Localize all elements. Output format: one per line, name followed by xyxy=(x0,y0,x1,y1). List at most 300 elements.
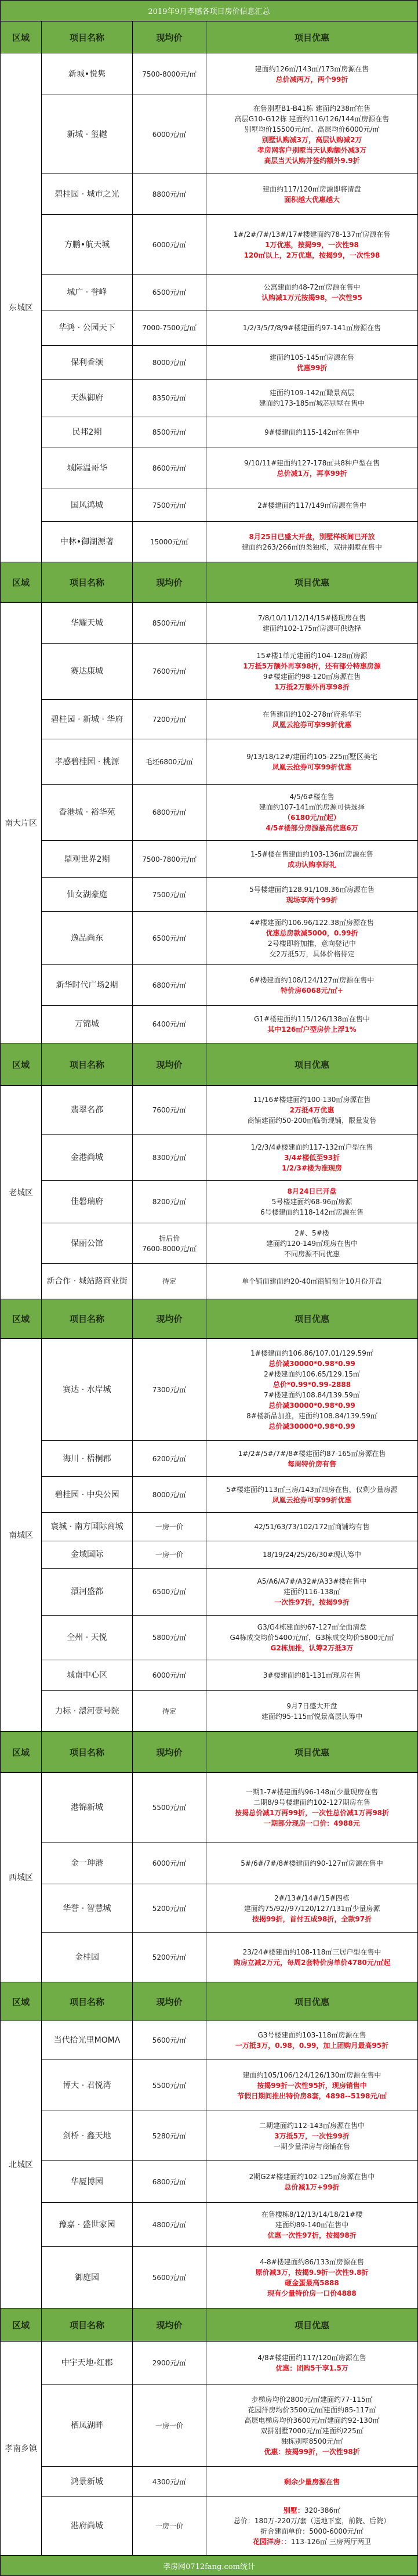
header-avg-price: 现均价 xyxy=(133,562,206,602)
promo-highlight-line: 凤凰云抢券可享99折优惠 xyxy=(272,763,352,771)
promotion-cell xyxy=(206,346,417,379)
promo-highlight-line: 其中126㎡户型房价上浮1% xyxy=(267,1025,357,1034)
price-line: 折后价 xyxy=(158,1234,180,1242)
avg-price xyxy=(133,1569,206,1615)
promo-info-line: 别墅均价15500元/㎡、高层均价6000元/㎡ xyxy=(244,125,380,133)
avg-price xyxy=(133,1691,206,1731)
table-row xyxy=(42,1223,417,1264)
avg-price xyxy=(133,447,206,489)
promo-info-line: 18/19/24/25/26/30#现认筹中 xyxy=(263,1551,361,1559)
table-row xyxy=(42,1264,417,1299)
promo-info-line: 1/2/3/5/7/8/9#楼建面约97-141㎡房源在售 xyxy=(242,324,381,332)
promo-info-line: 9月7日盛大开盘 xyxy=(286,1701,337,1710)
project-name: 鼎观世界2期 xyxy=(42,841,133,877)
avg-price xyxy=(133,2247,206,2308)
promo-info-line xyxy=(283,2505,340,2516)
promo-highlight-line: 1万抵2万额外再享98折 xyxy=(274,683,350,691)
promotion-cell xyxy=(206,2203,417,2246)
promo-info-line: A5/A6/A7#/A32#/A33#楼在售中 xyxy=(257,1577,367,1585)
promo-info-line: 建面约263/266㎡的类独栋，双拼别墅在售中 xyxy=(242,543,382,551)
header-region: 区域 xyxy=(1,21,42,53)
promo-highlight-line: 一次性97折，按揭99折 xyxy=(274,1598,350,1606)
promotion-cell xyxy=(206,1660,417,1690)
price-line: 8500元/㎡ xyxy=(152,428,187,436)
price-line: 4800元/㎡ xyxy=(152,2220,187,2229)
avg-price xyxy=(133,1513,206,1541)
avg-price xyxy=(133,1181,206,1223)
avg-price xyxy=(133,215,206,274)
avg-price xyxy=(133,1884,206,1932)
promo-highlight-line: 1万抵5万额外再享98折，还有部分特惠房源 xyxy=(243,662,381,670)
promotion-cell xyxy=(206,447,417,489)
promo-highlight-line: 剩余少量房源在售 xyxy=(283,2477,340,2486)
price-line: 6800元/㎡ xyxy=(152,808,187,816)
promo-highlight-line: 120㎡以上，2万优惠，按揭99，一次性98 xyxy=(243,251,380,259)
promo-info-line: 一期少量洋房与商铺在售 xyxy=(273,2142,350,2151)
avg-price xyxy=(133,1264,206,1299)
header-avg-price: 现均价 xyxy=(133,1982,206,2021)
table-row xyxy=(42,878,417,912)
table-footer: 孝房网0712fang.com统计 xyxy=(1,2556,417,2575)
price-line: 8000元/㎡ xyxy=(152,1490,187,1499)
promo-info-line: 一期1-7#楼建面约96-148㎡少量现房在售 xyxy=(245,1787,379,1796)
promo-highlight-line: 1/2/3#楼为准现房 xyxy=(282,1164,342,1172)
promo-highlight-line: 总价减两万，两个99折 xyxy=(275,75,348,84)
price-line: 6000元/㎡ xyxy=(152,240,187,249)
header-region: 区域 xyxy=(1,1732,42,1772)
project-name: 香港城 · 裕华苑 xyxy=(42,785,133,840)
avg-price xyxy=(133,878,206,911)
price-line: 6800元/㎡ xyxy=(152,981,187,989)
avg-price xyxy=(133,346,206,379)
project-name: 金桂园 xyxy=(42,1933,133,1982)
promo-highlight-line: 按揭99折一次性95折，现房销售中 xyxy=(257,2081,367,2090)
project-name: 金一珅港 xyxy=(42,1842,133,1884)
region-label: 南城区 xyxy=(1,1339,42,1731)
avg-price xyxy=(133,785,206,840)
table-row xyxy=(42,1884,417,1933)
price-line: 15000元/㎡ xyxy=(150,537,189,546)
promo-info-line: 9/10/11#建面约127-178㎡共8种户型在售 xyxy=(243,458,380,467)
avg-price xyxy=(133,2467,206,2496)
promo-label: 别墅： xyxy=(283,2506,304,2514)
region-group xyxy=(1,1773,417,1982)
avg-price xyxy=(133,2203,206,2246)
price-line: 待定 xyxy=(162,1707,176,1715)
price-line: 8000元/㎡ xyxy=(152,358,187,367)
promo-highlight-line: 孝房网客户别墅当天认购额外减3万 xyxy=(257,146,367,154)
table-row xyxy=(42,912,417,965)
promo-info-line: 交2万抵5万，具体价格待定 xyxy=(269,949,355,958)
promotion-cell xyxy=(206,2247,417,2308)
promotion-cell xyxy=(206,1773,417,1842)
promo-highlight-line: （6180元/㎡起） xyxy=(283,814,340,822)
promo-highlight-line: 总价减1万，再享99折 xyxy=(277,469,347,478)
price-line: 5200元/㎡ xyxy=(152,1904,187,1913)
project-rows xyxy=(42,2021,417,2308)
promo-highlight-line: 每周特价房有售 xyxy=(287,1459,336,1468)
table-row xyxy=(42,522,417,562)
promo-info-line: 建面约126㎡/143㎡/173㎡房源在售 xyxy=(255,64,369,73)
table-row xyxy=(42,2060,417,2111)
price-line: 6200元/㎡ xyxy=(152,1454,187,1463)
promotion-cell xyxy=(206,1691,417,1731)
promotion-cell xyxy=(206,174,417,214)
header-region: 区域 xyxy=(1,562,42,602)
project-name: 逸品尚东 xyxy=(42,912,133,964)
avg-price xyxy=(133,2342,206,2384)
region-label: 老城区 xyxy=(1,1086,42,1299)
avg-price xyxy=(133,644,206,699)
promotion-cell xyxy=(206,1339,417,1440)
promotion-cell xyxy=(206,2497,417,2555)
promotion-cell xyxy=(206,53,417,95)
promo-highlight-line: 优惠：按揭99折，一次性98折 xyxy=(264,2447,360,2456)
header-project-name: 项目名称 xyxy=(42,2308,133,2341)
table-row xyxy=(42,380,417,417)
price-line: 6000元/㎡ xyxy=(152,1859,187,1867)
promotion-cell xyxy=(206,380,417,417)
region-label: 北城区 xyxy=(1,2021,42,2308)
avg-price xyxy=(133,380,206,417)
header-project-name: 项目名称 xyxy=(42,1043,133,1085)
avg-price xyxy=(133,1660,206,1690)
project-name: 当代拾光里MOMΛ xyxy=(42,2021,133,2060)
table-row xyxy=(42,1773,417,1842)
promo-highlight-line: 特价房6068元/㎡+ xyxy=(281,986,343,995)
promo-info-line: 高层电梯房均价3600元/㎡建面约92-130㎡ xyxy=(244,2416,380,2425)
promotion-cell xyxy=(206,522,417,562)
promo-highlight-line: 一万抵3万，0.98，0.99，加上团购月最高95折 xyxy=(235,2042,389,2050)
table-row xyxy=(42,2384,417,2467)
promo-highlight-line: 3/4#楼低至93折 xyxy=(284,1153,340,1162)
price-line: 7500元/㎡ xyxy=(152,501,187,510)
project-name: 城际温哥华 xyxy=(42,447,133,489)
project-name: 御庭园 xyxy=(42,2247,133,2308)
price-line: 6000元/㎡ xyxy=(152,1671,187,1679)
table-row xyxy=(42,1006,417,1043)
avg-price xyxy=(133,700,206,739)
promo-info-line: 2期G2#楼建面约102-125㎡房源在售中 xyxy=(249,2172,375,2181)
price-line: 5500元/㎡ xyxy=(152,2081,187,2090)
project-name: 港锦新城 xyxy=(42,1773,133,1842)
project-rows xyxy=(42,603,417,1043)
column-header-row xyxy=(1,1043,417,1086)
price-line: 8350元/㎡ xyxy=(152,394,187,402)
promo-highlight-line: 面积越大优惠越大 xyxy=(283,195,340,204)
avg-price xyxy=(133,2384,206,2466)
promotion-cell xyxy=(206,489,417,521)
table-row xyxy=(42,1616,417,1660)
table-row xyxy=(42,644,417,700)
promotion-cell xyxy=(206,965,417,1005)
promo-info-line: 11/16#楼建面约100-130㎡房源在售 xyxy=(253,1095,371,1104)
avg-price xyxy=(133,1223,206,1263)
project-name: 赛达康城 xyxy=(42,644,133,699)
column-header-row xyxy=(1,21,417,53)
promo-highlight-line: 按揭总价减1万再99折，一次性总价减1万再98折 xyxy=(234,1808,390,1817)
promo-info-line: 在售建面约102-278㎡府系华宅 xyxy=(262,710,362,718)
promotion-cell xyxy=(206,2111,417,2160)
price-line: 8800元/㎡ xyxy=(152,190,187,198)
promo-info-line: 在售楼栋8/12/13/14/18/21#楼 xyxy=(261,2210,363,2219)
table-row xyxy=(42,1135,417,1181)
price-line: 7500元/㎡ xyxy=(152,890,187,899)
price-line: 7500-8000元/㎡ xyxy=(142,70,197,78)
avg-price xyxy=(133,603,206,643)
promo-info-line: 建面约89-140㎡在售中 xyxy=(275,2220,349,2229)
region-label: 南大片区 xyxy=(1,603,42,1043)
promo-info-line: 独栋别墅8500元/㎡ xyxy=(281,2437,343,2445)
project-name: 城南中心区 xyxy=(42,1660,133,1690)
avg-price xyxy=(133,310,206,345)
avg-price xyxy=(133,95,206,174)
avg-price xyxy=(133,1616,206,1660)
promotion-cell xyxy=(206,1086,417,1134)
table-row xyxy=(42,1086,417,1135)
promotion-cell xyxy=(206,2384,417,2466)
project-name: 全州 · 天悦 xyxy=(42,1616,133,1660)
project-name: 国风鸿城 xyxy=(42,489,133,521)
project-name: 保利香颂 xyxy=(42,346,133,379)
project-name: 栖凤湖畔 xyxy=(42,2384,133,2466)
promo-info-line: 公寓建面约48-72㎡房源在售中 xyxy=(263,283,361,291)
project-rows xyxy=(42,1339,417,1731)
promo-info-line: 建面约117/120㎡房源即将清盘 xyxy=(263,185,361,193)
promo-info-line: 3#楼建面约81-131㎡现房在售 xyxy=(263,1671,361,1679)
promo-info-line: 42/51/63/73/102/172㎡商铺均有售 xyxy=(254,1523,370,1531)
promotion-cell xyxy=(206,1616,417,1660)
price-line: 2900元/㎡ xyxy=(152,2358,187,2367)
avg-price xyxy=(133,1006,206,1043)
project-name: 碧桂园 · 新城 · 华府 xyxy=(42,700,133,739)
price-line: 5600元/㎡ xyxy=(152,2036,187,2044)
price-line: 8500元/㎡ xyxy=(152,619,187,627)
table-row xyxy=(42,2161,417,2203)
promotion-cell xyxy=(206,700,417,739)
avg-price xyxy=(133,1086,206,1134)
price-line: 5280元/㎡ xyxy=(152,2131,187,2140)
promo-info-line: 建面约107-141㎡的房源可供选择 xyxy=(259,803,365,811)
project-rows xyxy=(42,2342,417,2555)
table-row xyxy=(42,174,417,215)
promo-highlight-line: 现场享两个99折 xyxy=(286,895,338,904)
promo-info-line: 二期建面约112-143㎡房源在售中 xyxy=(259,2121,365,2130)
price-line: 毛坯6800元/㎡ xyxy=(145,757,194,766)
promo-info-line: 建面约105-145㎡房源在售 xyxy=(269,353,355,362)
promo-highlight-line: 砸金蛋最高5888 xyxy=(285,2278,339,2287)
promo-info-line: 23/24#楼建面约108-118㎡三居户型在售中 xyxy=(242,1948,381,1956)
table-row xyxy=(42,2342,417,2384)
table-row xyxy=(42,603,417,644)
price-line: 一房一价 xyxy=(155,1551,183,1559)
promo-highlight-line: 3万抵5万，一次性99折 xyxy=(274,2131,350,2140)
promo-highlight-line: 2万抵4万优惠 xyxy=(289,1105,335,1114)
promo-highlight-line: 总价减30000*0.98*0.99 xyxy=(268,1422,355,1430)
project-name: 佳磐瑞府 xyxy=(42,1181,133,1223)
promotion-cell xyxy=(206,1933,417,1982)
promo-highlight-line: 优惠总房款减5000，0.99折 xyxy=(266,928,358,937)
promotion-cell xyxy=(206,310,417,345)
promo-info-line: 8#楼新品加推，建面约108.84/139.59㎡ xyxy=(246,1411,377,1420)
header-promotion: 项目优惠 xyxy=(294,1059,329,1070)
promo-highlight-line: 购房立减2万元，每周2套特价房单价4780元/㎡起 xyxy=(233,1959,391,1967)
table-row xyxy=(42,1181,417,1223)
price-line: 6400元/㎡ xyxy=(152,1020,187,1028)
promo-highlight-line: 原价减3万，按揭9.9折一次性9.8折 xyxy=(255,2268,369,2277)
project-name: 华厦博园 xyxy=(42,2161,133,2202)
promo-info-line: G4栋成交均价5400元/㎡，G3栋成交均价5800元/㎡ xyxy=(230,1634,394,1642)
promotion-cell xyxy=(206,2021,417,2060)
project-name: 孝感碧桂园 · 桃源 xyxy=(42,739,133,784)
region-label: 孝南乡镇 xyxy=(1,2342,42,2555)
promo-info-line: 1/2/3/4#楼建面约117-132㎡户型在售 xyxy=(250,1143,373,1151)
avg-price xyxy=(133,2111,206,2160)
project-name: 碧桂园 · 城市之光 xyxy=(42,174,133,214)
header-avg-price: 现均价 xyxy=(133,1043,206,1085)
promo-info-line: 1#/2#/5#/7#/8#楼建面约87-165㎡房源在售 xyxy=(238,1449,386,1458)
avg-price xyxy=(133,2021,206,2060)
price-line: 6800元/㎡ xyxy=(152,2177,187,2186)
promo-info-line: 7/8/10/11/12/14/15#楼现房在售 xyxy=(258,613,366,622)
region-group xyxy=(1,1086,417,1299)
table-row xyxy=(42,841,417,878)
header-promotion: 项目优惠 xyxy=(294,2320,329,2331)
header-promotion: 项目优惠 xyxy=(294,32,329,43)
promo-info-line: 15#楼1单元建面约104-128㎡房源 xyxy=(256,652,368,660)
promotion-cell xyxy=(206,1006,417,1043)
table-row xyxy=(42,346,417,380)
table-row xyxy=(42,1513,417,1541)
promo-info-line: 2#楼建面约106.65/129.15㎡ xyxy=(264,1370,360,1378)
table-title: 2019年9月孝感各项目房价信息汇总 xyxy=(1,1,417,21)
price-line: 8300元/㎡ xyxy=(152,1153,187,1162)
table-row xyxy=(42,53,417,95)
promo-label: 花园洋房： xyxy=(253,2538,285,2546)
table-row xyxy=(42,275,417,310)
promo-info-line: 总价：180万-220万/套（送地下室，前院、后院） xyxy=(233,2517,391,2525)
project-name: 万锦城 xyxy=(42,1006,133,1043)
region-group xyxy=(1,603,417,1043)
column-header-row xyxy=(1,2308,417,2342)
promo-info-line: 花园洋房均价3500元/㎡建面约85-117㎡ xyxy=(248,2405,376,2414)
project-name: 金域国际 xyxy=(42,1541,133,1568)
promotion-cell xyxy=(206,417,417,447)
price-line: 7300元/㎡ xyxy=(152,1385,187,1394)
promo-highlight-line: 凤凰云抢券可享99折优惠 xyxy=(272,1495,352,1504)
price-line: 7600元/㎡ xyxy=(152,667,187,675)
project-name: 海川 · 梧桐郡 xyxy=(42,1441,133,1476)
promo-info-line: G3/G4栋建面约67-127㎡全面清盘 xyxy=(257,1623,367,1631)
promo-info-line: 步梯房均价2800元/㎡建面约77-115㎡ xyxy=(251,2395,373,2404)
promo-info-line: G1#楼建面约115/126/138㎡在售中 xyxy=(254,1015,370,1023)
project-name: 澴河盛都 xyxy=(42,1569,133,1615)
promo-info-line: 2#/13#/14#/15#四栋 xyxy=(274,1894,350,1902)
header-project-name: 项目名称 xyxy=(42,1299,133,1338)
promo-info-line: 1-5#楼在售建面约103-136㎡房源在售 xyxy=(250,850,373,858)
avg-price xyxy=(133,1477,206,1512)
promo-highlight-line: G2栋加推，认筹2万抵3万 xyxy=(270,1644,354,1652)
promotion-cell xyxy=(206,1477,417,1512)
price-line: 7000-7500元/㎡ xyxy=(142,324,197,332)
table-row xyxy=(42,2467,417,2497)
price-line: 6500元/㎡ xyxy=(152,1588,187,1596)
header-promotion: 项目优惠 xyxy=(294,577,329,588)
table-row xyxy=(42,700,417,739)
region-label: 东城区 xyxy=(1,53,42,562)
table-row xyxy=(42,417,417,447)
table-row xyxy=(42,965,417,1006)
promo-highlight-line: 4/5#楼部分房源最高优惠6万 xyxy=(266,824,358,832)
promotion-cell xyxy=(206,1135,417,1180)
promotion-cell xyxy=(206,215,417,274)
project-name: 力标 · 澴河壹号院 xyxy=(42,1691,133,1731)
promotion-cell xyxy=(206,1842,417,1884)
promo-info-line: 5#楼建面约113㎡三房/143㎡四房在售，仅剩少量房源 xyxy=(226,1485,398,1494)
project-rows xyxy=(42,53,417,562)
promo-info-line: 6#楼建面约108/124/127㎡房源在售中 xyxy=(249,976,375,984)
promotion-cell xyxy=(206,1884,417,1932)
price-line: 5800元/㎡ xyxy=(152,1634,187,1642)
promotion-cell xyxy=(206,1264,417,1299)
project-name: 碧桂园 · 中央公园 xyxy=(42,1477,133,1512)
promo-highlight-line: 总价减1万+99折 xyxy=(284,2183,340,2191)
promotion-cell xyxy=(206,2161,417,2202)
project-name: 新城 · 玺樾 xyxy=(42,95,133,174)
price-line: 5500元/㎡ xyxy=(152,1803,187,1812)
column-header-row xyxy=(1,1732,417,1773)
price-line: 一房一价 xyxy=(155,2421,183,2430)
promotion-cell xyxy=(206,1513,417,1541)
header-promotion: 项目优惠 xyxy=(294,1747,329,1758)
project-name: 民邦2期 xyxy=(42,417,133,447)
promo-info-line: 4#楼建面约106.96/122.38㎡房源在售 xyxy=(250,918,374,927)
project-name: 翡翠名都 xyxy=(42,1086,133,1134)
price-line: 待定 xyxy=(162,1277,176,1285)
avg-price xyxy=(133,275,206,310)
promotion-cell xyxy=(206,912,417,964)
promotion-cell xyxy=(206,95,417,174)
header-project-name: 项目名称 xyxy=(42,1982,133,2021)
table-row xyxy=(42,1441,417,1477)
promo-info-line: 双拼别墅7000元/㎡建面约225㎡ xyxy=(260,2426,364,2435)
promo-info-line: 6号楼建面约118-142㎡房源在售 xyxy=(260,1208,364,1216)
promo-info-line: 建面约109-142㎡瞰景高层 xyxy=(269,389,355,397)
avg-price xyxy=(133,1135,206,1180)
price-line: 5600元/㎡ xyxy=(152,2273,187,2282)
avg-price xyxy=(133,522,206,562)
table-row xyxy=(42,95,417,174)
promo-highlight-line: 节假日期间推出特价房8套，4898--5198元/㎡ xyxy=(237,2091,387,2100)
price-line: 8200元/㎡ xyxy=(152,1198,187,1206)
header-avg-price: 现均价 xyxy=(133,1299,206,1338)
price-line: 7600-8000元/㎡ xyxy=(142,1244,197,1253)
promo-info-line: 2#楼建面约117/149㎡房源在售中 xyxy=(257,501,366,510)
promo-info-line: 2#、5#楼 xyxy=(295,1229,329,1237)
price-line: 一房一价 xyxy=(155,2522,183,2530)
promo-highlight-line: 认购减1万元按揭98，一次性95 xyxy=(261,294,362,302)
promo-info-line: 建面约120-149㎡现房在售中 xyxy=(266,1239,358,1248)
avg-price xyxy=(133,489,206,521)
avg-price xyxy=(133,1339,206,1440)
promo-highlight-line: 按揭99折，首付五成98折，全款97折 xyxy=(252,1914,372,1923)
project-name: 新城•悦隽 xyxy=(42,53,133,95)
promo-info-line: 4/8#楼建面约117/120㎡房源在售 xyxy=(257,2353,366,2362)
avg-price xyxy=(133,417,206,447)
price-line: 6500元/㎡ xyxy=(152,934,187,942)
promo-info-line: 1#楼建面约106.86/107.01/129.59㎡ xyxy=(250,1349,373,1357)
table-row xyxy=(42,2021,417,2060)
